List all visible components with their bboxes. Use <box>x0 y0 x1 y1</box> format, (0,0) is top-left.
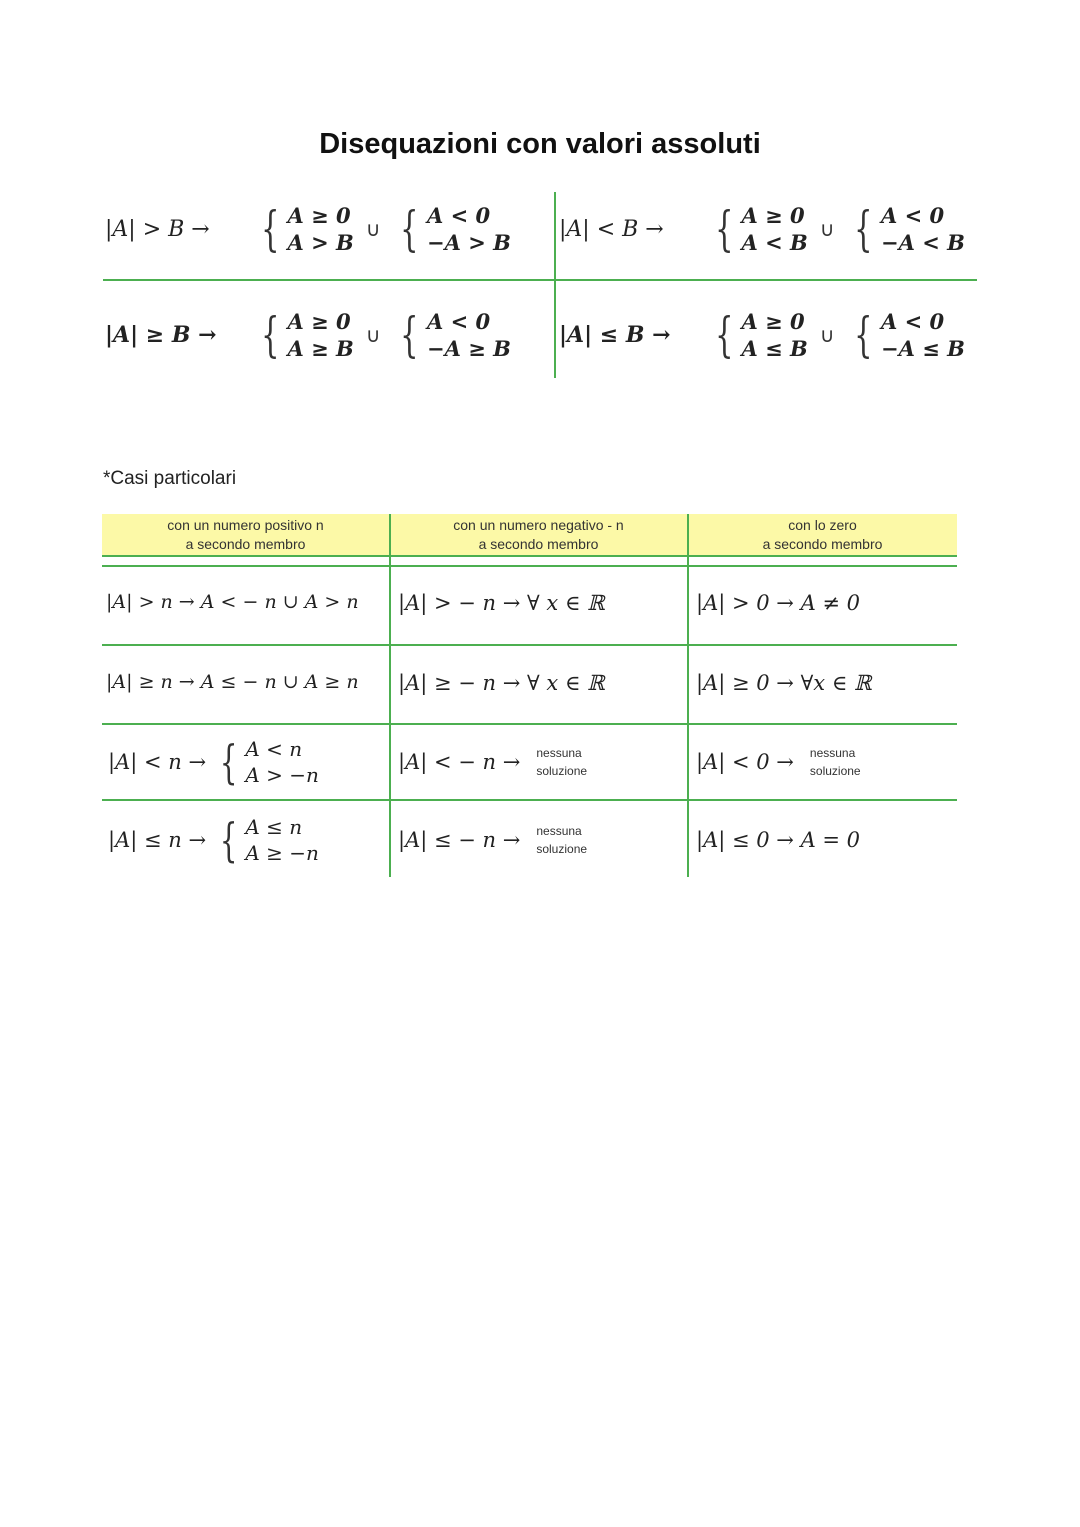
table-cell: |A| < 0 → nessuna soluzione <box>696 746 861 778</box>
union-symbol: ∪ <box>365 323 381 347</box>
system: { A ≥ 0 A > B <box>261 201 354 257</box>
grid-divider-horizontal <box>103 279 977 281</box>
grid-divider-vertical <box>554 192 556 378</box>
table-divider-horizontal <box>102 799 957 801</box>
table-cell: |A| ≤ 0 → A = 0 <box>696 828 861 852</box>
table-cell: |A| > n → A < − n ∪ A > n <box>106 591 359 613</box>
union-symbol: ∪ <box>819 323 835 347</box>
table-cell: |A| > 0 → A ≠ 0 <box>696 591 861 615</box>
table-cell: |A| > − n → ∀ x ∈ ℝ <box>398 591 605 615</box>
system: { A < 0 −A ≥ B <box>400 307 511 363</box>
header-zero: con lo zero a secondo membro <box>762 517 883 552</box>
system: { A < 0 −A < B <box>854 201 965 257</box>
rule-lhs: |A| > B → <box>105 216 210 242</box>
page-title: Disequazioni con valori assoluti <box>319 128 761 160</box>
system: { A ≥ 0 A < B <box>715 201 808 257</box>
system: { A < n A > −n <box>219 735 319 789</box>
system: { A ≥ 0 A ≥ B <box>261 307 354 363</box>
table-cell: |A| ≤ − n → nessuna soluzione <box>398 824 588 856</box>
no-solution-note: nessuna soluzione <box>536 746 588 778</box>
rule-lhs: |A| < B → <box>559 216 664 242</box>
table-cell: |A| ≥ n → A ≤ − n ∪ A ≥ n <box>106 671 359 693</box>
union-symbol: ∪ <box>819 217 835 241</box>
system: { A < 0 −A > B <box>400 201 511 257</box>
section-title-casi: *Casi particolari <box>103 468 237 489</box>
table-cell: |A| < n → { A < n A > −n <box>108 735 319 789</box>
rules-grid <box>103 192 977 378</box>
table-divider-vertical <box>687 514 689 877</box>
no-solution-note: nessuna soluzione <box>536 824 588 856</box>
no-solution-note: nessuna soluzione <box>809 746 861 778</box>
table-cell: |A| ≥ 0 → ∀x ∈ ℝ <box>696 671 872 695</box>
table-divider-horizontal <box>102 723 957 725</box>
table-cell: |A| < − n → nessuna soluzione <box>398 746 588 778</box>
system: { A ≤ n A ≥ −n <box>219 813 319 867</box>
table-divider-horizontal <box>102 565 957 567</box>
system: { A < 0 −A ≤ B <box>854 307 965 363</box>
union-symbol: ∪ <box>365 217 381 241</box>
table-divider-vertical <box>389 514 391 877</box>
rule-lhs: |A| ≤ B → <box>559 322 671 348</box>
header-negative: con un numero negativo - n a secondo membro <box>453 517 624 552</box>
header-positive: con un numero positivo n a secondo membro <box>167 517 324 552</box>
table-cell: |A| ≤ n → { A ≤ n A ≥ −n <box>108 813 319 867</box>
table-divider-horizontal <box>102 555 957 557</box>
table-divider-horizontal <box>102 644 957 646</box>
rule-lhs: |A| ≥ B → <box>105 322 217 348</box>
rule-ge <box>105 308 517 362</box>
table-cell: |A| ≥ − n → ∀ x ∈ ℝ <box>398 671 605 695</box>
rule-le <box>559 308 971 362</box>
rule-lt <box>559 202 971 256</box>
special-cases-table <box>102 514 957 877</box>
system: { A ≥ 0 A ≤ B <box>715 307 808 363</box>
rule-gt <box>105 202 517 256</box>
